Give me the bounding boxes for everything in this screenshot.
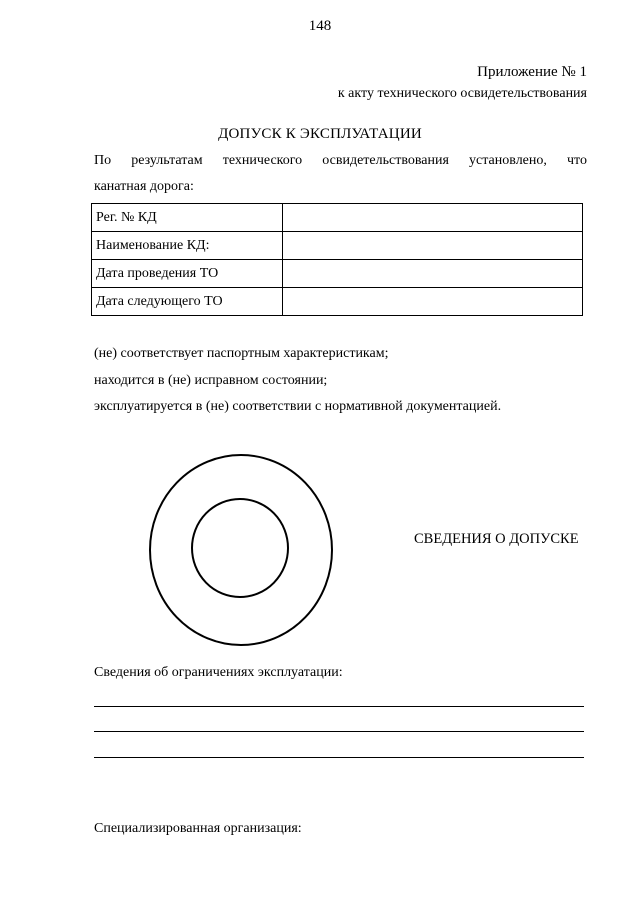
appendix-subtitle: к акту технического освидетельствования [337, 86, 587, 101]
intro-text-line-2: канатная дорога: [94, 179, 194, 194]
restrictions-line [94, 706, 584, 707]
table-row-label: Дата следующего ТО [92, 288, 283, 316]
table-row [92, 288, 583, 316]
restrictions-label: Сведения об ограничениях эксплуатации: [94, 665, 343, 680]
restrictions-line [94, 757, 584, 758]
table-row-value [283, 288, 583, 316]
table-row-label: Дата проведения ТО [92, 260, 283, 288]
status-line-characteristics: (не) соответствует паспортным характеристикам; [94, 346, 389, 361]
organization-label: Специализированная организация: [94, 821, 302, 836]
table-row-label: Рег. № КД [92, 204, 283, 232]
page-number: 148 [308, 18, 332, 34]
restrictions-line [94, 731, 584, 732]
table-row-value [283, 260, 583, 288]
admission-heading: СВЕДЕНИЯ О ДОПУСКЕ [414, 531, 579, 547]
table-row-value [283, 204, 583, 232]
ropeway-info-table [91, 203, 583, 316]
table-row [92, 260, 583, 288]
intro-text-line-1: По результатам технического освидетельствования установлено, что [94, 153, 587, 168]
table-row-value [283, 232, 583, 260]
table-row [92, 204, 583, 232]
stamp-circle-icon [148, 452, 334, 648]
appendix-title: Приложение № 1 [477, 64, 587, 80]
status-line-compliance: эксплуатируется в (не) соответствии с нормативной документацией. [94, 399, 502, 414]
table-row [92, 232, 583, 260]
status-line-condition: находится в (не) исправном состоянии; [94, 373, 328, 388]
table-row-label: Наименование КД: [92, 232, 283, 260]
document-heading: ДОПУСК К ЭКСПЛУАТАЦИИ [218, 126, 422, 142]
